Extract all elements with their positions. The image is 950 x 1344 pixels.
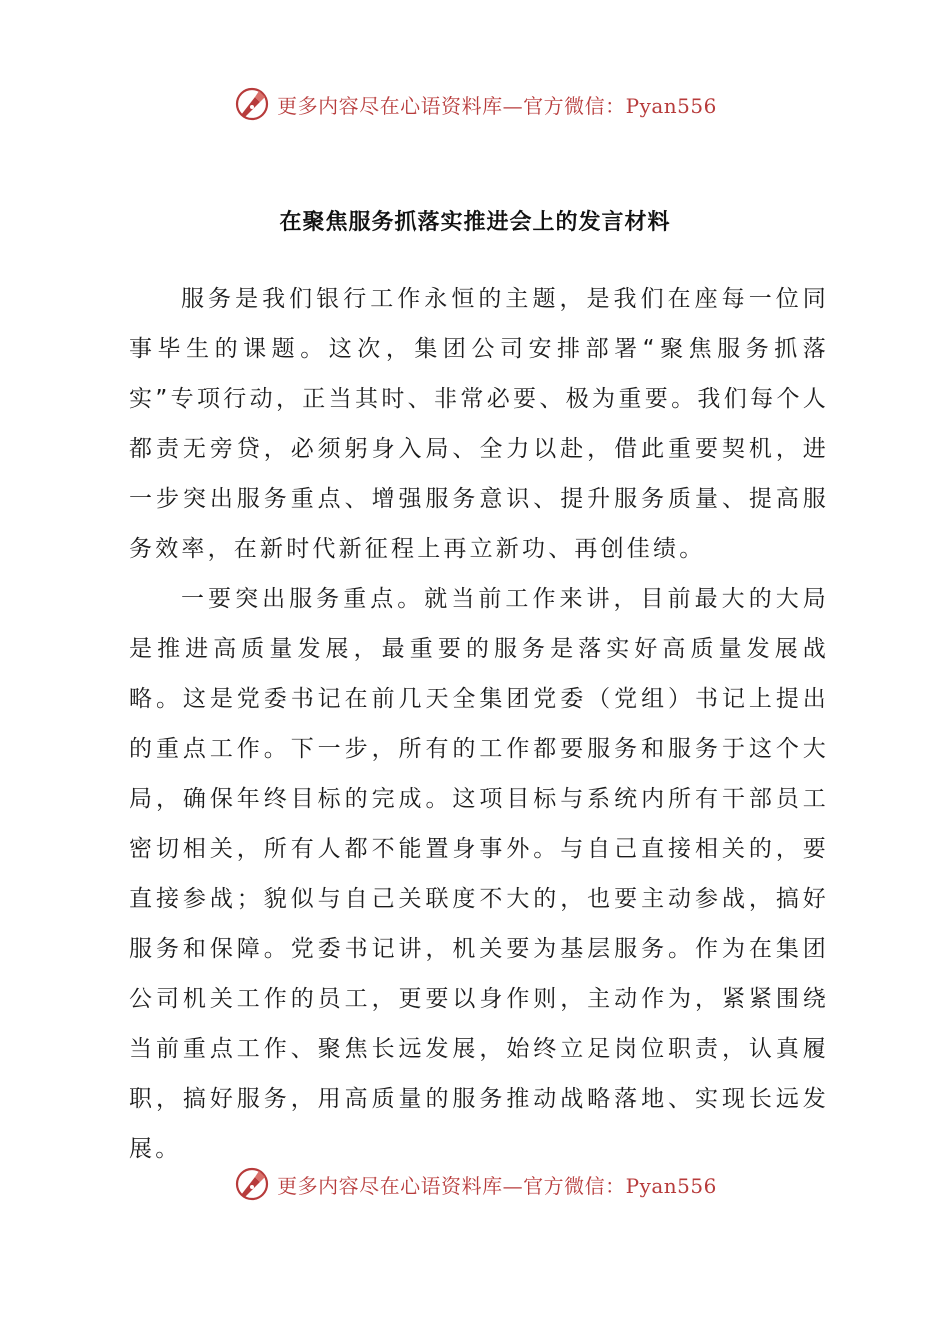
- banner-text: 更多内容尽在心语资料库—官方微信：Pyan556: [277, 93, 717, 118]
- header-banner: [0, 82, 950, 126]
- pen-nib-icon: [233, 1165, 271, 1203]
- paragraph: 服务是我们银行工作永恒的主题，是我们在座每一位同事毕生的课题。这次，集团公司安排部署“聚焦服务抓落实”专项行动，正当其时、非常必要、极为重要。我们每个人都责无旁贷，必须躬身入局、全力以赴，借此重要契机，进一步突出服务重点、增强服务意识、提升服务质量、提高服务效率，在新时代新征程上再立新功、再创佳绩。: [129, 286, 829, 562]
- paragraph: 一要突出服务重点。就当前工作来讲，目前最大的大局是推进高质量发展，最重要的服务是落实好高质量发展战略。这是党委书记在前几天全集团党委（党组）书记上提出的重点工作。下一步，所有的工作都要服务和服务于这个大局，确保年终目标的完成。这项目标与系统内所有干部员工密切相关，所有人都不能置身事外。与自己直接相关的，要直接参战；貌似与自己关联度不大的，也要主动参战，搞好服务和保障。党委书记讲，机关要为基层服务。作为在集团公司机关工作的员工，更要以身作则，主动作为，紧紧围绕当前重点工作、聚焦长远发展，始终立足岗位职责，认真履职，搞好服务，用高质量的服务推动战略落地、实现长远发展。: [129, 586, 829, 1162]
- document-body: [129, 274, 829, 1174]
- document-title: 在聚焦服务抓落实推进会上的发言材料: [279, 210, 671, 235]
- pen-nib-icon: [233, 85, 271, 123]
- footer-banner: [0, 1162, 950, 1206]
- banner-text: 更多内容尽在心语资料库—官方微信：Pyan556: [277, 1173, 717, 1198]
